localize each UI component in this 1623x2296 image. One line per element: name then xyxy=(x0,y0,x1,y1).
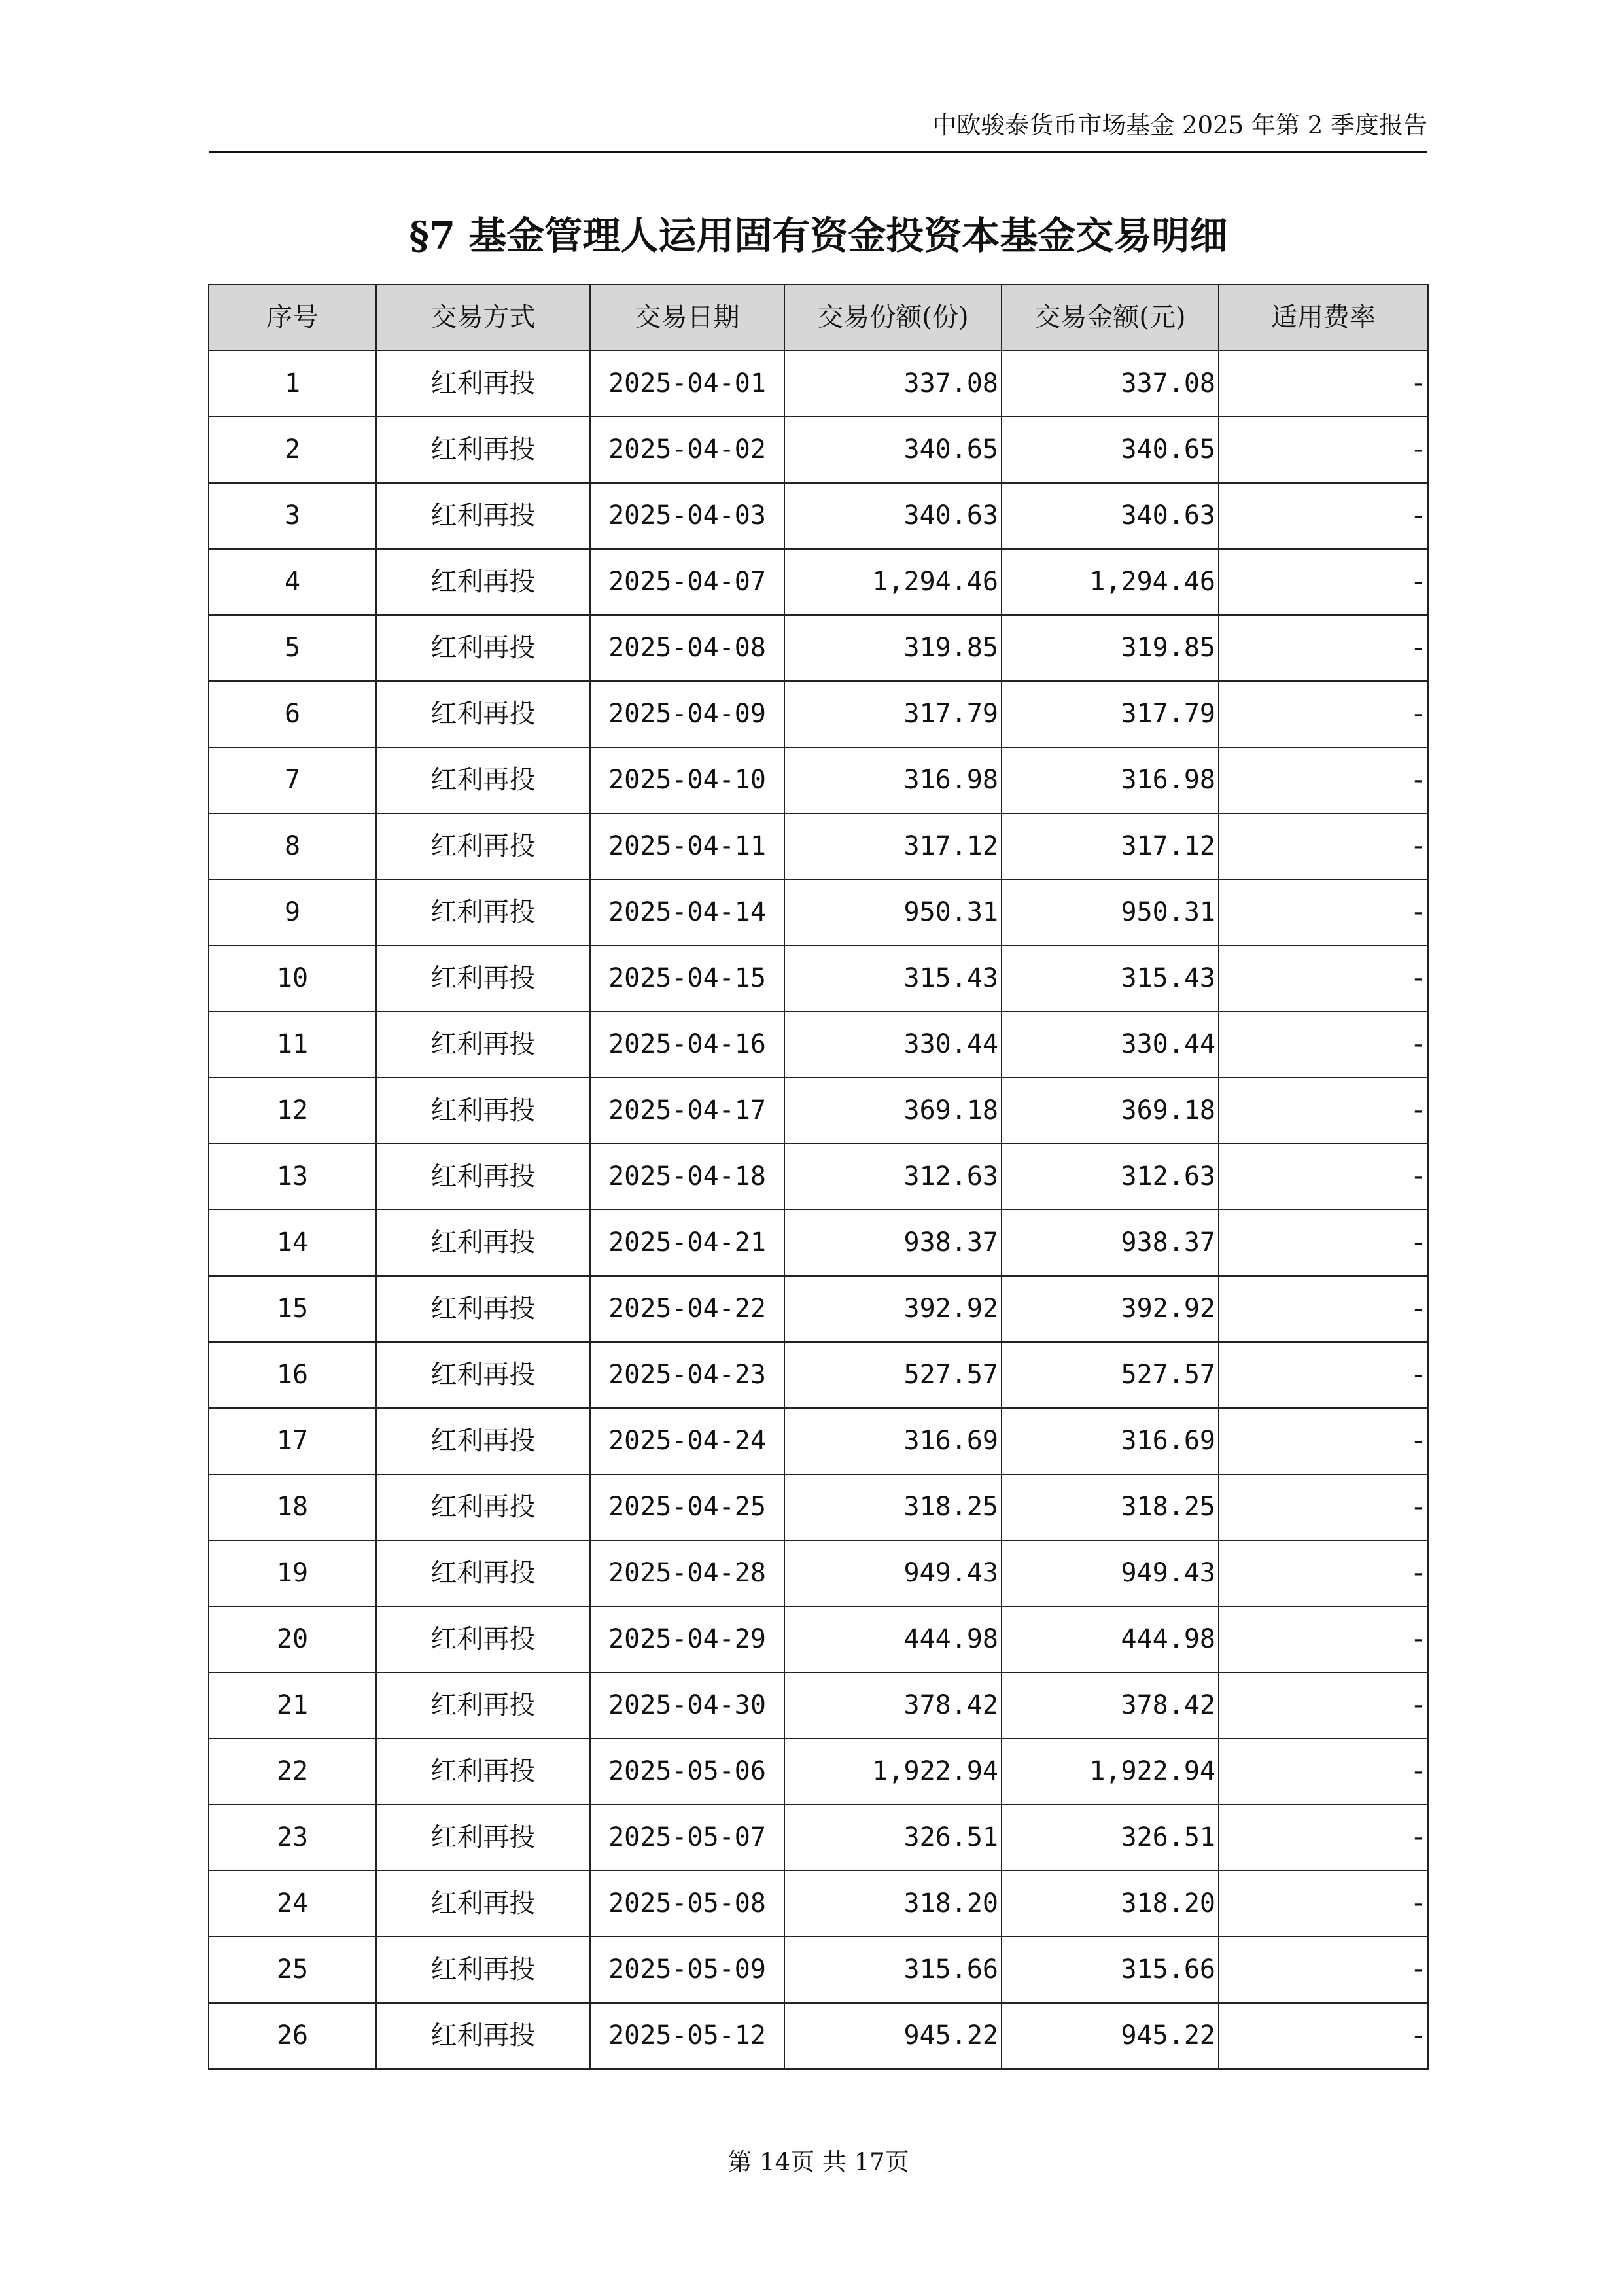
cell-method: 红利再投 xyxy=(376,945,590,1012)
cell-no: 23 xyxy=(209,1805,376,1871)
cell-shares: 317.79 xyxy=(784,681,1002,747)
cell-rate: - xyxy=(1219,1606,1428,1672)
cell-shares: 318.25 xyxy=(784,1474,1002,1540)
cell-method: 红利再投 xyxy=(376,1012,590,1078)
cell-rate: - xyxy=(1219,1408,1428,1474)
cell-no: 20 xyxy=(209,1606,376,1672)
cell-amount: 326.51 xyxy=(1002,1805,1219,1871)
cell-amount: 527.57 xyxy=(1002,1342,1219,1408)
cell-date: 2025-04-09 xyxy=(590,681,784,747)
cell-date: 2025-04-14 xyxy=(590,879,784,945)
cell-rate: - xyxy=(1219,1474,1428,1540)
cell-date: 2025-04-02 xyxy=(590,417,784,483)
cell-method: 红利再投 xyxy=(376,1672,590,1739)
cell-amount: 938.37 xyxy=(1002,1210,1219,1276)
cell-shares: 444.98 xyxy=(784,1606,1002,1672)
table-row xyxy=(209,1144,1428,1210)
cell-shares: 1,294.46 xyxy=(784,549,1002,615)
cell-date: 2025-04-17 xyxy=(590,1078,784,1144)
cell-method: 红利再投 xyxy=(376,1606,590,1672)
cell-shares: 312.63 xyxy=(784,1144,1002,1210)
table-row xyxy=(209,681,1428,747)
header-method: 交易方式 xyxy=(376,285,590,351)
cell-no: 10 xyxy=(209,945,376,1012)
cell-method: 红利再投 xyxy=(376,1474,590,1540)
cell-method: 红利再投 xyxy=(376,1739,590,1805)
cell-no: 1 xyxy=(209,351,376,417)
cell-amount: 315.43 xyxy=(1002,945,1219,1012)
table-row xyxy=(209,1937,1428,2003)
cell-shares: 527.57 xyxy=(784,1342,1002,1408)
cell-rate: - xyxy=(1219,1540,1428,1606)
table-row xyxy=(209,1078,1428,1144)
cell-method: 红利再投 xyxy=(376,1210,590,1276)
cell-date: 2025-04-08 xyxy=(590,615,784,681)
table-row xyxy=(209,351,1428,417)
cell-method: 红利再投 xyxy=(376,879,590,945)
cell-no: 8 xyxy=(209,813,376,879)
cell-amount: 330.44 xyxy=(1002,1012,1219,1078)
cell-no: 15 xyxy=(209,1276,376,1342)
cell-amount: 337.08 xyxy=(1002,351,1219,417)
cell-date: 2025-04-10 xyxy=(590,747,784,813)
cell-rate: - xyxy=(1219,1078,1428,1144)
table-row xyxy=(209,1342,1428,1408)
running-header: 中欧骏泰货币市场基金 2025 年第 2 季度报告 xyxy=(932,111,1427,139)
cell-shares: 326.51 xyxy=(784,1805,1002,1871)
header-row xyxy=(209,285,1428,351)
table-row xyxy=(209,945,1428,1012)
cell-rate: - xyxy=(1219,1144,1428,1210)
cell-shares: 315.66 xyxy=(784,1937,1002,2003)
table-row xyxy=(209,1739,1428,1805)
cell-method: 红利再投 xyxy=(376,1871,590,1937)
cell-shares: 950.31 xyxy=(784,879,1002,945)
cell-amount: 378.42 xyxy=(1002,1672,1219,1739)
cell-no: 11 xyxy=(209,1012,376,1078)
cell-no: 21 xyxy=(209,1672,376,1739)
cell-rate: - xyxy=(1219,1210,1428,1276)
cell-rate: - xyxy=(1219,1342,1428,1408)
cell-amount: 317.79 xyxy=(1002,681,1219,747)
table-row xyxy=(209,813,1428,879)
cell-no: 25 xyxy=(209,1937,376,2003)
cell-date: 2025-04-30 xyxy=(590,1672,784,1739)
cell-method: 红利再投 xyxy=(376,483,590,549)
cell-shares: 378.42 xyxy=(784,1672,1002,1739)
table-header xyxy=(209,285,1428,351)
cell-rate: - xyxy=(1219,681,1428,747)
cell-shares: 949.43 xyxy=(784,1540,1002,1606)
cell-rate: - xyxy=(1219,615,1428,681)
trade-detail-table xyxy=(208,284,1429,2070)
cell-shares: 330.44 xyxy=(784,1012,1002,1078)
cell-date: 2025-05-12 xyxy=(590,2003,784,2069)
table-row xyxy=(209,1474,1428,1540)
cell-amount: 315.66 xyxy=(1002,1937,1219,2003)
cell-rate: - xyxy=(1219,1871,1428,1937)
cell-method: 红利再投 xyxy=(376,1805,590,1871)
cell-no: 22 xyxy=(209,1739,376,1805)
cell-method: 红利再投 xyxy=(376,813,590,879)
cell-no: 7 xyxy=(209,747,376,813)
cell-amount: 369.18 xyxy=(1002,1078,1219,1144)
table-row xyxy=(209,615,1428,681)
cell-method: 红利再投 xyxy=(376,1144,590,1210)
cell-rate: - xyxy=(1219,549,1428,615)
cell-date: 2025-04-18 xyxy=(590,1144,784,1210)
header-rule xyxy=(209,151,1427,153)
cell-shares: 318.20 xyxy=(784,1871,1002,1937)
cell-no: 3 xyxy=(209,483,376,549)
cell-date: 2025-04-25 xyxy=(590,1474,784,1540)
cell-no: 4 xyxy=(209,549,376,615)
cell-method: 红利再投 xyxy=(376,747,590,813)
table-row xyxy=(209,1672,1428,1739)
cell-date: 2025-04-23 xyxy=(590,1342,784,1408)
cell-date: 2025-04-28 xyxy=(590,1540,784,1606)
cell-no: 13 xyxy=(209,1144,376,1210)
cell-no: 14 xyxy=(209,1210,376,1276)
header-date: 交易日期 xyxy=(590,285,784,351)
cell-shares: 392.92 xyxy=(784,1276,1002,1342)
cell-amount: 312.63 xyxy=(1002,1144,1219,1210)
cell-date: 2025-04-03 xyxy=(590,483,784,549)
cell-rate: - xyxy=(1219,417,1428,483)
cell-method: 红利再投 xyxy=(376,615,590,681)
cell-date: 2025-05-09 xyxy=(590,1937,784,2003)
cell-no: 12 xyxy=(209,1078,376,1144)
cell-no: 6 xyxy=(209,681,376,747)
cell-rate: - xyxy=(1219,2003,1428,2069)
table-row xyxy=(209,549,1428,615)
section-title: §7 基金管理人运用固有资金投资本基金交易明细 xyxy=(409,213,1228,258)
cell-date: 2025-04-01 xyxy=(590,351,784,417)
cell-date: 2025-04-22 xyxy=(590,1276,784,1342)
cell-rate: - xyxy=(1219,879,1428,945)
table-row xyxy=(209,417,1428,483)
cell-method: 红利再投 xyxy=(376,1276,590,1342)
cell-amount: 1,294.46 xyxy=(1002,549,1219,615)
cell-date: 2025-04-11 xyxy=(590,813,784,879)
cell-date: 2025-05-08 xyxy=(590,1871,784,1937)
cell-amount: 392.92 xyxy=(1002,1276,1219,1342)
table-row xyxy=(209,1012,1428,1078)
cell-no: 19 xyxy=(209,1540,376,1606)
cell-amount: 1,922.94 xyxy=(1002,1739,1219,1805)
cell-amount: 340.63 xyxy=(1002,483,1219,549)
table-row xyxy=(209,1606,1428,1672)
table-row xyxy=(209,747,1428,813)
cell-amount: 340.65 xyxy=(1002,417,1219,483)
cell-no: 18 xyxy=(209,1474,376,1540)
cell-rate: - xyxy=(1219,945,1428,1012)
cell-rate: - xyxy=(1219,1012,1428,1078)
cell-amount: 945.22 xyxy=(1002,2003,1219,2069)
cell-method: 红利再投 xyxy=(376,681,590,747)
cell-shares: 340.63 xyxy=(784,483,1002,549)
cell-date: 2025-05-07 xyxy=(590,1805,784,1871)
cell-no: 24 xyxy=(209,1871,376,1937)
cell-no: 26 xyxy=(209,2003,376,2069)
table-row xyxy=(209,1871,1428,1937)
cell-shares: 945.22 xyxy=(784,2003,1002,2069)
cell-method: 红利再投 xyxy=(376,549,590,615)
cell-shares: 316.69 xyxy=(784,1408,1002,1474)
cell-no: 17 xyxy=(209,1408,376,1474)
table-body xyxy=(209,351,1428,2069)
cell-shares: 369.18 xyxy=(784,1078,1002,1144)
cell-method: 红利再投 xyxy=(376,2003,590,2069)
cell-rate: - xyxy=(1219,813,1428,879)
cell-shares: 316.98 xyxy=(784,747,1002,813)
table-row xyxy=(209,879,1428,945)
cell-method: 红利再投 xyxy=(376,1078,590,1144)
cell-shares: 340.65 xyxy=(784,417,1002,483)
table-row xyxy=(209,1276,1428,1342)
cell-rate: - xyxy=(1219,1805,1428,1871)
cell-date: 2025-04-21 xyxy=(590,1210,784,1276)
cell-date: 2025-04-07 xyxy=(590,549,784,615)
cell-rate: - xyxy=(1219,1672,1428,1739)
header-shares: 交易份额(份) xyxy=(784,285,1002,351)
cell-rate: - xyxy=(1219,1739,1428,1805)
header-no: 序号 xyxy=(209,285,376,351)
cell-method: 红利再投 xyxy=(376,417,590,483)
cell-method: 红利再投 xyxy=(376,1342,590,1408)
table-row xyxy=(209,1210,1428,1276)
cell-amount: 950.31 xyxy=(1002,879,1219,945)
cell-rate: - xyxy=(1219,351,1428,417)
table-row xyxy=(209,1540,1428,1606)
cell-amount: 317.12 xyxy=(1002,813,1219,879)
header-amount: 交易金额(元) xyxy=(1002,285,1219,351)
cell-method: 红利再投 xyxy=(376,1540,590,1606)
cell-amount: 316.98 xyxy=(1002,747,1219,813)
cell-amount: 318.20 xyxy=(1002,1871,1219,1937)
table-row xyxy=(209,1408,1428,1474)
table-row xyxy=(209,483,1428,549)
cell-amount: 316.69 xyxy=(1002,1408,1219,1474)
cell-date: 2025-04-15 xyxy=(590,945,784,1012)
cell-shares: 315.43 xyxy=(784,945,1002,1012)
cell-amount: 949.43 xyxy=(1002,1540,1219,1606)
cell-no: 16 xyxy=(209,1342,376,1408)
cell-shares: 317.12 xyxy=(784,813,1002,879)
header-rate: 适用费率 xyxy=(1219,285,1428,351)
cell-method: 红利再投 xyxy=(376,1937,590,2003)
cell-shares: 337.08 xyxy=(784,351,1002,417)
table-row xyxy=(209,1805,1428,1871)
table-row xyxy=(209,2003,1428,2069)
cell-date: 2025-04-29 xyxy=(590,1606,784,1672)
cell-date: 2025-04-16 xyxy=(590,1012,784,1078)
cell-date: 2025-05-06 xyxy=(590,1739,784,1805)
cell-date: 2025-04-24 xyxy=(590,1408,784,1474)
page-footer: 第 14页 共 17页 xyxy=(727,2148,909,2176)
cell-no: 9 xyxy=(209,879,376,945)
cell-amount: 318.25 xyxy=(1002,1474,1219,1540)
cell-rate: - xyxy=(1219,1937,1428,2003)
cell-no: 2 xyxy=(209,417,376,483)
cell-shares: 1,922.94 xyxy=(784,1739,1002,1805)
cell-rate: - xyxy=(1219,747,1428,813)
cell-shares: 319.85 xyxy=(784,615,1002,681)
cell-rate: - xyxy=(1219,1276,1428,1342)
cell-shares: 938.37 xyxy=(784,1210,1002,1276)
cell-amount: 319.85 xyxy=(1002,615,1219,681)
cell-amount: 444.98 xyxy=(1002,1606,1219,1672)
cell-method: 红利再投 xyxy=(376,351,590,417)
cell-method: 红利再投 xyxy=(376,1408,590,1474)
cell-no: 5 xyxy=(209,615,376,681)
cell-rate: - xyxy=(1219,483,1428,549)
